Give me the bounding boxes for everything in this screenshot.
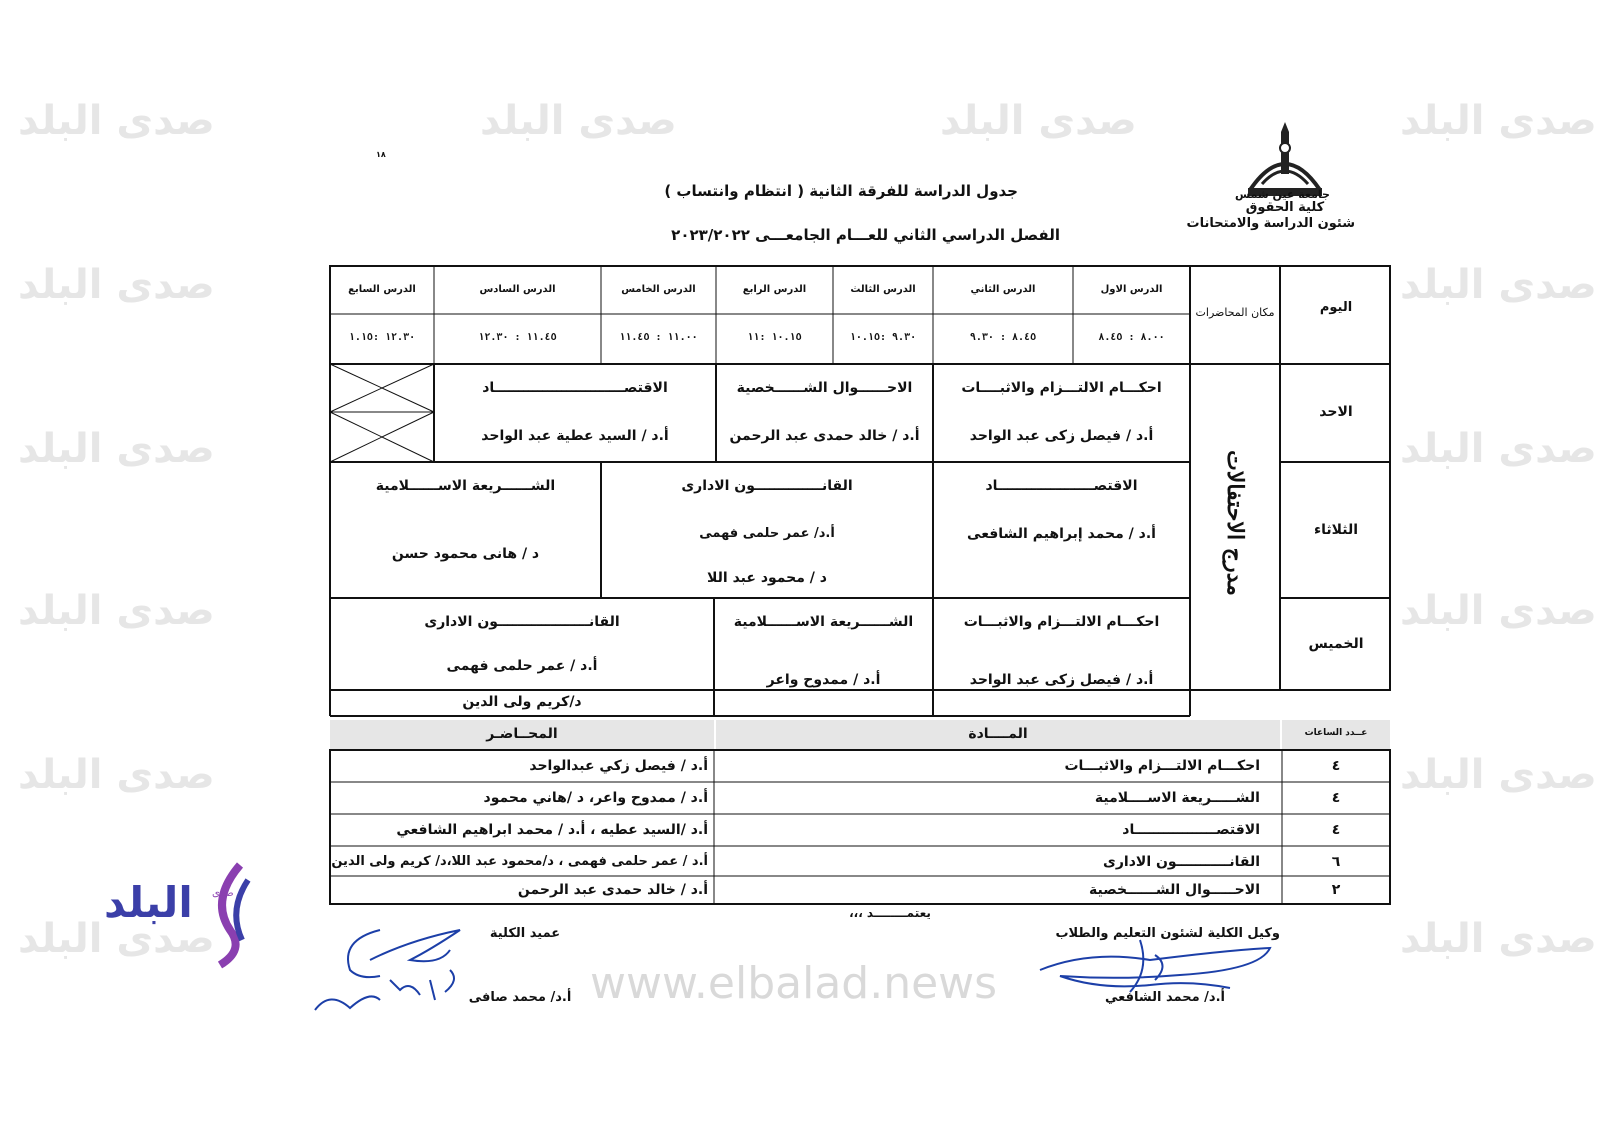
class-professor: أ.د / محمد إبراهيم الشافعى	[967, 526, 1156, 542]
summary-lecturer: أ.د / عمر حلمى فهمى ، د/محمود عبد اللا،د/ كريم ولى الدين	[331, 854, 708, 869]
watermark-text: صدى البلد	[1400, 588, 1597, 634]
class-subject: احكـــام الالتـــزام والاثبــــات	[961, 380, 1162, 396]
watermark-text: صدى البلد	[18, 98, 215, 144]
class-subject: الشــــــريعة الاســــــلامية	[375, 478, 556, 494]
watermark-text: صدى البلد	[1400, 752, 1597, 798]
summary-header-lecturer: المحــاضـر	[486, 726, 558, 742]
elbalad-logo-text: البلد	[104, 878, 193, 927]
watermark-text: صدى البلد	[18, 752, 215, 798]
class-professor: أ.د / ممدوح واعر	[766, 672, 881, 688]
summary-subject: الشـــــريعة الاســــلامية	[1094, 790, 1260, 806]
watermark-text: صدى البلد	[18, 588, 215, 634]
watermark-text: صدى البلد	[480, 98, 677, 144]
watermark-text: صدى البلد	[18, 916, 215, 962]
corner-mark: ١٨	[376, 150, 386, 159]
summary-lecturer: أ.د / ممدوح واعر، د /هاني محمود	[483, 790, 708, 806]
summary-lecturer: أ.د / فيصل زكي عبدالواحد	[529, 758, 708, 774]
elbalad-logo-small: صدى	[212, 888, 234, 899]
page-title: جدول الدراسة للفرقة الثانية ( انتظام وانتساب )	[664, 182, 1018, 200]
summary-hours: ٤	[1331, 790, 1341, 806]
day-thursday: الخميس	[1308, 636, 1364, 652]
lesson-time: ١٢.٣٠ :١.١٥	[348, 332, 416, 343]
vice-dean-name: أ.د/ محمد الشافعي	[1105, 990, 1225, 1005]
header-location: مكان المحاضرات	[1195, 306, 1275, 319]
summary-hours: ٢	[1331, 882, 1341, 898]
watermark-text: صدى البلد	[1400, 426, 1597, 472]
class-subject: الاقتصــــــــــــــــــــاد	[985, 478, 1138, 494]
lesson-label: الدرس الثاني	[970, 284, 1036, 295]
vice-dean-signature-icon	[1030, 930, 1280, 1010]
lesson-label: الدرس السادس	[479, 284, 556, 295]
lesson-time: ٨.٠٠ : ٨.٤٥	[1098, 332, 1165, 343]
summary-subject: احكـــام الالتـــزام والاثبـــات	[1064, 758, 1260, 774]
class-professor: أ.د / فيصل زكى عبد الواحد	[969, 428, 1154, 444]
university-name: جامعة عين شمس	[1234, 188, 1330, 201]
class-subject: القانـــــــــــــــــــون الادارى	[424, 614, 620, 630]
page-subtitle: الفصل الدراسي الثاني للعـــام الجامعـــى ٢٠٢٣/٢٠٢٢	[671, 226, 1060, 244]
class-professor: د / محمود عبد اللا	[707, 570, 827, 586]
class-subject: الاقتصـــــــــــــــــــــــــــاد	[482, 380, 668, 396]
class-subject: الاحــــــوال الشــــــخصية	[736, 380, 913, 396]
watermark-url: www.elbalad.news	[590, 958, 998, 1009]
summary-hours: ٦	[1331, 854, 1341, 870]
lesson-label: الدرس الخامس	[621, 284, 696, 295]
lesson-time: ٩.٣٠ :١٠.١٥	[849, 332, 917, 343]
watermark-text: صدى البلد	[940, 98, 1137, 144]
summary-hours: ٤	[1331, 822, 1341, 838]
dean-title: عميد الكلية	[489, 926, 561, 941]
elbalad-logo-icon	[200, 860, 260, 970]
summary-header-subject: المــــادة	[968, 726, 1028, 742]
summary-lecturer: أ.د / خالد حمدى عبد الرحمن	[517, 882, 708, 898]
summary-lecturer: أ.د /السيد عطيه ، أ.د / محمد ابراهيم الشافعي	[396, 822, 708, 838]
summary-subject: الاحـــــوال الشــــــخصية	[1089, 882, 1260, 898]
lesson-label: الدرس الاول	[1100, 284, 1163, 295]
faculty-name: كلية الحقوق	[1245, 200, 1325, 215]
vice-dean-title: وكيل الكلية لشئون التعليم والطلاب	[1055, 926, 1280, 941]
lesson-time: ١١.٤٥ : ١٢.٣٠	[478, 332, 557, 343]
lesson-label: الدرس الرابع	[742, 284, 807, 295]
lesson-label: الدرس السابع	[348, 284, 416, 295]
lesson-label: الدرس الثالث	[850, 284, 916, 295]
header-day: اليوم	[1319, 300, 1353, 315]
dean-signature-icon	[310, 920, 490, 1030]
class-subject: القانــــــــــــــون الادارى	[681, 478, 853, 494]
watermark-text: صدى البلد	[18, 262, 215, 308]
watermark-text: صدى البلد	[1400, 916, 1597, 962]
day-tuesday: الثلاثاء	[1313, 522, 1359, 538]
summary-header-hours: عــدد الساعات	[1304, 728, 1368, 738]
watermark-text: صدى البلد	[18, 426, 215, 472]
summary-subject: القانـــــــــــون الادارى	[1103, 854, 1260, 870]
lecture-hall: مدرج الاحتفالات	[1222, 450, 1248, 596]
class-subject: احكـــام الالتـــزام والاثبـــات	[963, 614, 1160, 630]
lesson-time: ١٠.١٥ :١١	[747, 332, 802, 343]
lesson-time: ٨.٤٥ : ٩.٣٠	[969, 332, 1037, 343]
summary-hours: ٤	[1331, 758, 1341, 774]
department-name: شئون الدراسة والامتحانات	[1186, 216, 1355, 231]
dean-name: أ.د/ محمد صافى	[468, 990, 572, 1005]
watermark-text: صدى البلد	[1400, 262, 1597, 308]
summary-subject: الاقتصـــــــــــــــــاد	[1122, 822, 1260, 838]
approval-text: يعتمــــــــد ،،،	[849, 906, 931, 920]
class-professor: أ.د / السيد عطية عبد الواحد	[481, 428, 669, 444]
lesson-time: ١١.٠٠ : ١١.٤٥	[619, 332, 698, 343]
watermark-text: صدى البلد	[1400, 98, 1597, 144]
class-professor: أ.د/ عمر حلمى فهمى	[699, 526, 835, 541]
class-professor: د / هانى محمود حسن	[391, 546, 540, 562]
class-professor: أ.د / عمر حلمى فهمى	[446, 658, 598, 674]
class-subject: الشــــــريعة الاســــــلامية	[733, 614, 914, 630]
class-professor: د/كريم ولى الدين	[462, 694, 582, 710]
class-professor: أ.د / خالد حمدى عبد الرحمن	[729, 428, 920, 444]
day-sunday: الاحد	[1319, 404, 1353, 420]
class-professor: أ.د / فيصل زكى عبد الواحد	[969, 672, 1154, 688]
